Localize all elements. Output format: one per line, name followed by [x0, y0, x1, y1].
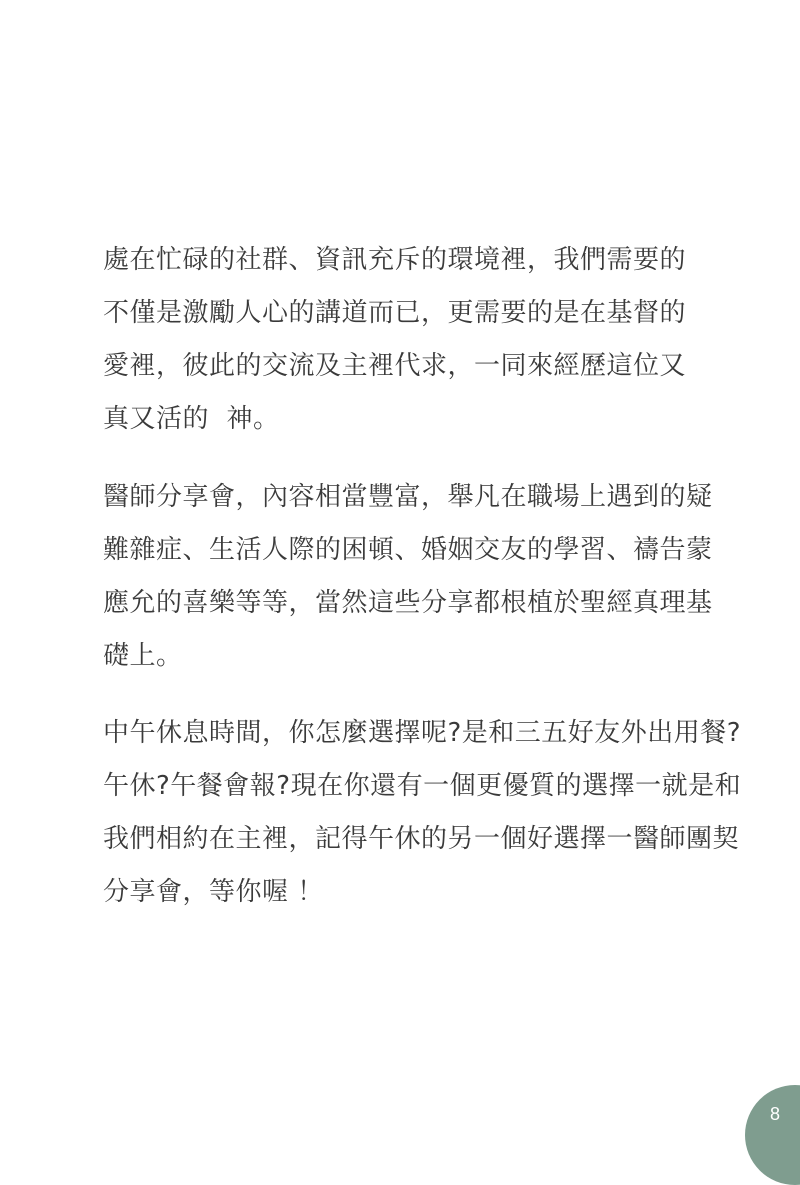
- paragraph-line: 中午休息時間，你怎麼選擇呢?是和三五好友外出用餐?: [103, 718, 742, 748]
- paragraph-sharing-content: [103, 471, 763, 683]
- paragraph-line: 應允的喜樂等等，當然這些分享都根植於聖經真理基: [103, 588, 713, 618]
- paragraph-line: 午休?午餐會報?現在你還有一個更優質的選擇一就是和: [103, 771, 742, 801]
- paragraph-line: 不僅是激勵人心的講道而已，更需要的是在基督的: [103, 298, 687, 328]
- page-number-tab: [745, 1085, 800, 1185]
- paragraph-line: 處在忙碌的社群、資訊充斥的環境裡，我們需要的: [103, 245, 687, 275]
- paragraph-lunch-invitation: [103, 707, 763, 919]
- paragraph-line: 礎上。: [103, 641, 183, 671]
- paragraph-line: 愛裡，彼此的交流及主裡代求，一同來經歷這位又: [103, 351, 687, 381]
- paragraph-fellowship-intro: [103, 234, 763, 446]
- paragraph-line: 真又活的 神。: [103, 404, 280, 434]
- paragraph-line: 分享會，等你喔 ！: [103, 877, 324, 907]
- paragraph-line: 醫師分享會，內容相當豐富，舉凡在職場上遇到的疑: [103, 482, 713, 512]
- paragraph-line: 難雜症、生活人際的困頓、婚姻交友的學習、禱告蒙: [103, 535, 713, 565]
- page-number: 8: [769, 1104, 780, 1124]
- paragraph-line: 我們相約在主裡，記得午休的另一個好選擇一醫師團契: [103, 824, 740, 854]
